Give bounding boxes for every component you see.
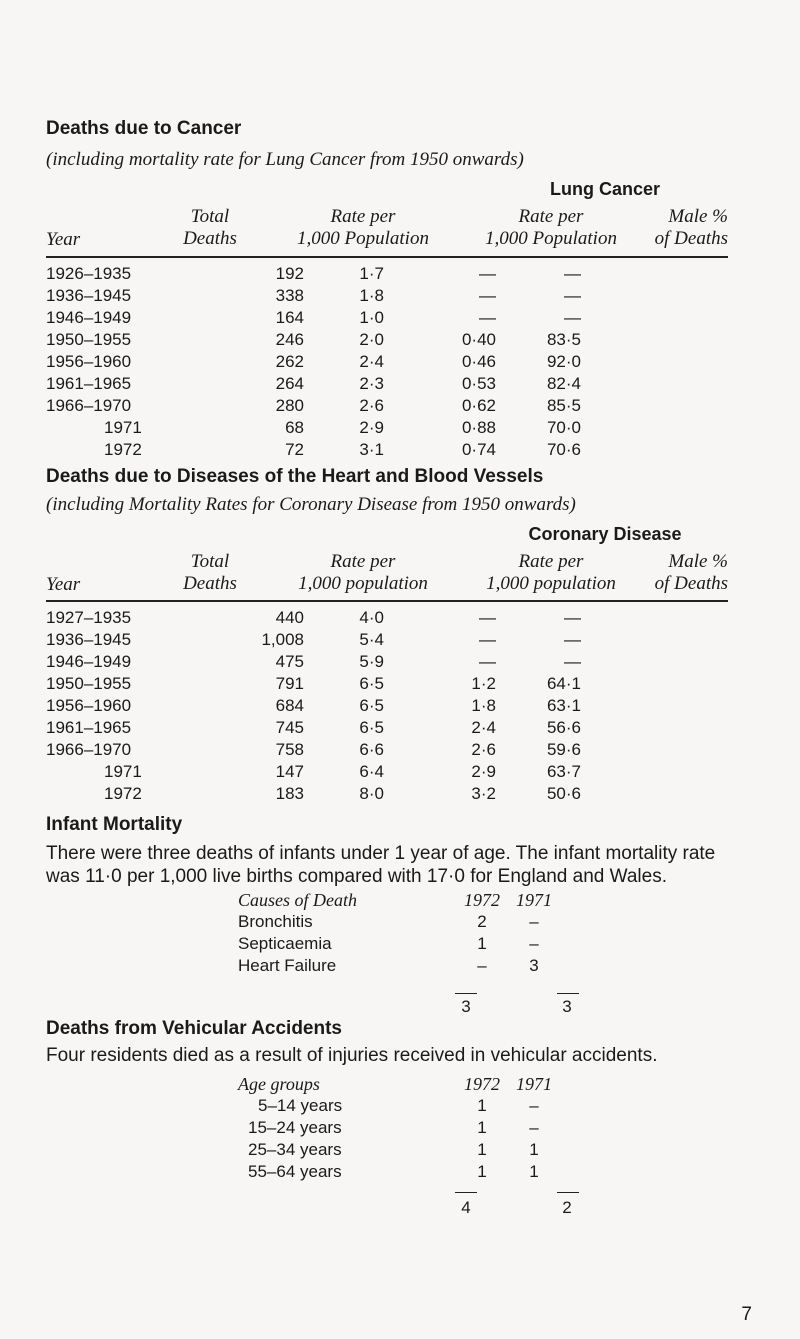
cancer-row	[46, 263, 581, 285]
heart-col-year: Year	[46, 574, 81, 595]
cancer-col-male: Male % of Deaths	[654, 206, 728, 249]
lung-cancer-group-header: Lung Cancer	[549, 179, 660, 199]
total-cell: 183	[275, 784, 304, 803]
lung-rate-cell: 0·46	[461, 352, 496, 371]
total-cell: 72	[285, 440, 304, 459]
cancer-row	[46, 373, 581, 395]
vehicular-col-1971: 1971	[516, 1074, 552, 1094]
total-cell: 192	[275, 264, 304, 283]
year-cell: 1950–1955	[46, 674, 132, 693]
rate-cell: 1·7	[359, 264, 384, 283]
heart-row	[46, 783, 581, 805]
vehicular-total-1971: 2	[562, 1198, 572, 1217]
cancer-col-rate: Rate per 1,000 Population	[297, 206, 429, 249]
heart-title: Deaths due to Diseases of the Heart and Blood Vessels	[46, 466, 544, 487]
year-cell: 1936–1945	[46, 286, 132, 305]
rate-cell: 1·0	[359, 308, 384, 327]
rate-cell: 6·5	[359, 696, 384, 715]
heart-row	[46, 673, 581, 695]
year-cell: 1961–1965	[46, 718, 132, 737]
value-1972-cell: 1	[477, 1096, 487, 1115]
cor-rate-cell: 3·2	[471, 784, 496, 803]
value-1972-cell: 2	[477, 912, 487, 931]
male-pct-cell: 92·0	[546, 352, 581, 371]
heart-row	[46, 717, 581, 739]
total-cell: 745	[275, 718, 304, 737]
vehicular-sum-line-1971	[557, 1192, 579, 1193]
infant-sum-line-1972	[455, 993, 477, 994]
heart-header-rule	[46, 600, 728, 602]
age-cell: 55–64 years	[248, 1162, 342, 1181]
total-cell: 758	[275, 740, 304, 759]
total-cell: 791	[275, 674, 304, 693]
cancer-table	[46, 263, 581, 461]
heart-col-male: Male % of Deaths	[654, 551, 728, 594]
value-1971-cell: 1	[529, 1140, 539, 1159]
cor-rate-cell: —	[479, 630, 496, 649]
lung-rate-cell: 0·74	[461, 440, 496, 459]
total-cell: 338	[275, 286, 304, 305]
lung-rate-cell: —	[479, 308, 496, 327]
male-pct-cell: 63·1	[546, 696, 581, 715]
cause-cell: Bronchitis	[238, 912, 313, 931]
cancer-col-year: Year	[46, 229, 81, 250]
year-cell: 1946–1949	[46, 308, 132, 327]
cor-rate-cell: —	[479, 652, 496, 671]
cancer-row	[46, 329, 581, 351]
male-pct-cell: 63·7	[546, 762, 581, 781]
value-1971-cell: 1	[529, 1162, 539, 1181]
infant-col-1972: 1972	[464, 890, 500, 910]
rate-cell: 5·4	[359, 630, 384, 649]
cancer-header-rule	[46, 256, 728, 258]
vehicular-age-row	[238, 1095, 560, 1117]
heart-row	[46, 607, 581, 629]
vehicular-age-table	[238, 1073, 560, 1183]
rate-cell: 1·8	[359, 286, 384, 305]
rate-cell: 8·0	[359, 784, 384, 803]
cor-rate-cell: 2·6	[471, 740, 496, 759]
cor-rate-cell: 2·9	[471, 762, 496, 781]
male-pct-cell: —	[564, 630, 581, 649]
year-cell: 1956–1960	[46, 352, 132, 371]
male-pct-cell: —	[564, 308, 581, 327]
cancer-row	[46, 439, 581, 461]
value-1971-cell: –	[529, 1118, 539, 1137]
infant-sum-line-1971	[557, 993, 579, 994]
age-cell: 5–14 years	[258, 1096, 343, 1115]
male-pct-cell: —	[564, 652, 581, 671]
total-cell: 1,008	[261, 630, 304, 649]
rate-cell: 2·0	[359, 330, 384, 349]
lung-rate-cell: 0·53	[461, 374, 496, 393]
total-cell: 147	[275, 762, 304, 781]
male-pct-cell: 64·1	[546, 674, 581, 693]
total-cell: 68	[285, 418, 304, 437]
total-cell: 280	[275, 396, 304, 415]
cancer-col-total: Total Deaths	[183, 206, 237, 249]
rate-cell: 5·9	[359, 652, 384, 671]
value-1972-cell: 1	[477, 934, 487, 953]
heart-row	[46, 651, 581, 673]
heart-row	[46, 629, 581, 651]
infant-total-1971: 3	[562, 997, 572, 1016]
infant-cause-row	[238, 933, 560, 955]
total-cell: 684	[275, 696, 304, 715]
total-cell: 246	[275, 330, 304, 349]
year-cell: 1956–1960	[46, 696, 132, 715]
male-pct-cell: 70·0	[546, 418, 581, 437]
year-cell: 1961–1965	[46, 374, 132, 393]
value-1971-cell: –	[529, 934, 539, 953]
heart-col-rate: Rate per 1,000 population	[298, 551, 428, 594]
male-pct-cell: 82·4	[546, 374, 581, 393]
male-pct-cell: —	[564, 608, 581, 627]
value-1971-cell: 3	[529, 956, 539, 975]
infant-total-1972: 3	[461, 997, 471, 1016]
heart-row	[46, 739, 581, 761]
year-cell: 1946–1949	[46, 652, 132, 671]
year-cell: 1966–1970	[46, 740, 132, 759]
rate-cell: 2·9	[359, 418, 384, 437]
cancer-row	[46, 285, 581, 307]
total-cell: 440	[275, 608, 304, 627]
heart-row	[46, 761, 581, 783]
heart-col-coronary-rate: Rate per 1,000 population	[486, 551, 616, 594]
year-cell: 1972	[104, 784, 142, 803]
age-cell: 25–34 years	[248, 1140, 342, 1159]
year-cell: 1926–1935	[46, 264, 132, 283]
male-pct-cell: 83·5	[546, 330, 581, 349]
year-cell: 1950–1955	[46, 330, 132, 349]
vehicular-col-age: Age groups	[238, 1074, 320, 1094]
value-1971-cell: –	[529, 912, 539, 931]
cancer-row	[46, 417, 581, 439]
male-pct-cell: 50·6	[546, 784, 581, 803]
male-pct-cell: 70·6	[546, 440, 581, 459]
lung-rate-cell: 0·62	[461, 396, 496, 415]
vehicular-age-row	[238, 1161, 560, 1183]
value-1972-cell: 1	[477, 1118, 487, 1137]
total-cell: 262	[275, 352, 304, 371]
cancer-subtitle: (including mortality rate for Lung Cancer from 1950 onwards)	[46, 149, 524, 170]
year-cell: 1927–1935	[46, 608, 132, 627]
male-pct-cell: 56·6	[546, 718, 581, 737]
year-cell: 1966–1970	[46, 396, 132, 415]
vehicular-title: Deaths from Vehicular Accidents	[46, 1018, 343, 1039]
cor-rate-cell: 1·2	[471, 674, 496, 693]
infant-cause-row	[238, 955, 560, 977]
rate-cell: 6·5	[359, 718, 384, 737]
infant-cause-row	[238, 911, 560, 933]
heart-subtitle: (including Mortality Rates for Coronary Disease from 1950 onwards)	[46, 494, 576, 515]
rate-cell: 4·0	[359, 608, 384, 627]
total-cell: 164	[275, 308, 304, 327]
lung-rate-cell: 0·88	[461, 418, 496, 437]
cancer-row	[46, 395, 581, 417]
cause-cell: Septicaemia	[238, 934, 332, 953]
infant-causes-table	[238, 889, 560, 977]
infant-col-cause: Causes of Death	[238, 890, 357, 910]
vehicular-total-1972: 4	[461, 1198, 471, 1217]
cor-rate-cell: —	[479, 608, 496, 627]
male-pct-cell: 85·5	[546, 396, 581, 415]
age-cell: 15–24 years	[248, 1118, 342, 1137]
lung-rate-cell: —	[479, 286, 496, 305]
cancer-title: Deaths due to Cancer	[46, 118, 242, 139]
rate-cell: 3·1	[359, 440, 384, 459]
lung-rate-cell: —	[479, 264, 496, 283]
value-1972-cell: –	[477, 956, 487, 975]
heart-row	[46, 695, 581, 717]
cor-rate-cell: 1·8	[471, 696, 496, 715]
year-cell: 1936–1945	[46, 630, 132, 649]
page-number: 7	[741, 1304, 752, 1325]
cor-rate-cell: 2·4	[471, 718, 496, 737]
rate-cell: 2·3	[359, 374, 384, 393]
year-cell: 1971	[104, 762, 142, 781]
year-cell: 1972	[104, 440, 142, 459]
lung-rate-cell: 0·40	[461, 330, 496, 349]
cancer-row	[46, 307, 581, 329]
rate-cell: 6·5	[359, 674, 384, 693]
vehicular-paragraph: Four residents died as a result of injuries received in vehicular accidents.	[46, 1045, 658, 1066]
cancer-row	[46, 351, 581, 373]
total-cell: 264	[275, 374, 304, 393]
infant-paragraph: There were three deaths of infants under 1 year of age. The infant mortality rate was 11·0 per 1,000 live births compared with 17·0 for England and Wales.	[46, 843, 716, 887]
male-pct-cell: —	[564, 264, 581, 283]
infant-col-1971: 1971	[516, 890, 552, 910]
rate-cell: 6·4	[359, 762, 384, 781]
vehicular-col-1972: 1972	[464, 1074, 500, 1094]
value-1972-cell: 1	[477, 1140, 487, 1159]
cause-cell: Heart Failure	[238, 956, 337, 975]
year-cell: 1971	[104, 418, 142, 437]
rate-cell: 6·6	[359, 740, 384, 759]
vehicular-age-row	[238, 1117, 560, 1139]
infant-title: Infant Mortality	[46, 814, 183, 835]
male-pct-cell: —	[564, 286, 581, 305]
cancer-col-lung-rate: Rate per 1,000 Population	[485, 206, 617, 249]
value-1971-cell: –	[529, 1096, 539, 1115]
rate-cell: 2·4	[359, 352, 384, 371]
value-1972-cell: 1	[477, 1162, 487, 1181]
male-pct-cell: 59·6	[546, 740, 581, 759]
vehicular-sum-line-1972	[455, 1192, 477, 1193]
heart-col-total: Total Deaths	[183, 551, 237, 594]
total-cell: 475	[275, 652, 304, 671]
vehicular-age-row	[238, 1139, 560, 1161]
heart-table	[46, 607, 581, 805]
coronary-group-header: Coronary Disease	[528, 524, 682, 544]
rate-cell: 2·6	[359, 396, 384, 415]
